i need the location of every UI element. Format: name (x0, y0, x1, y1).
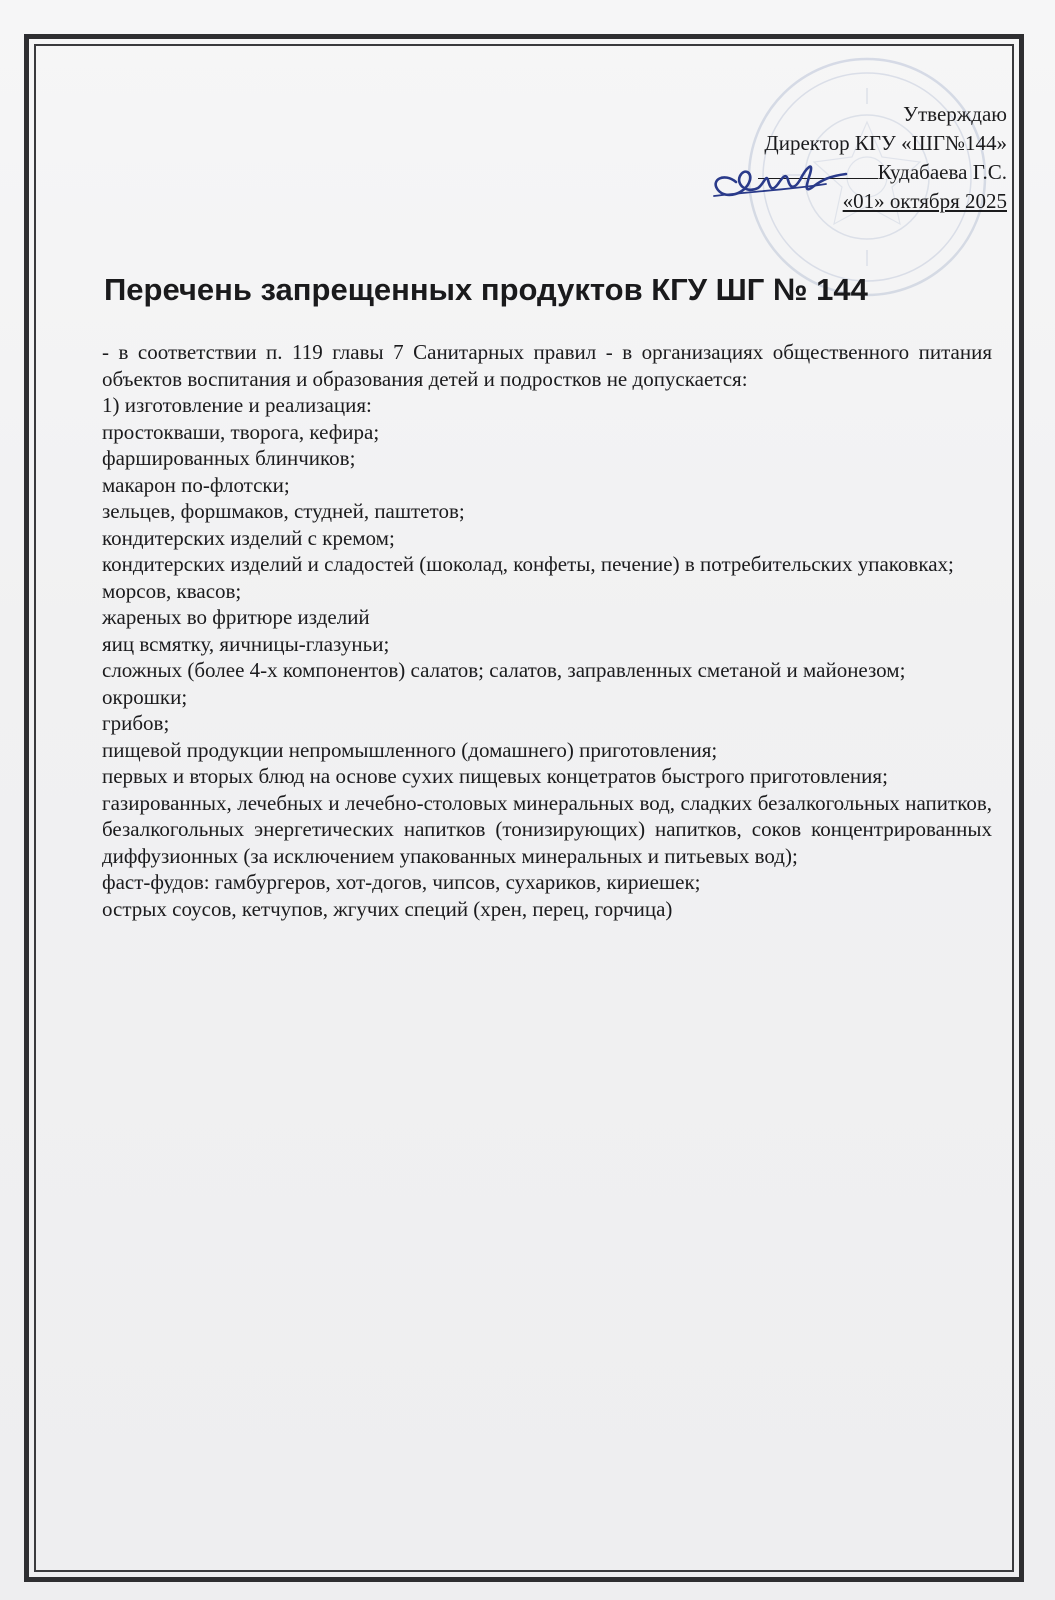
list-item: зельцев, форшмаков, студней, паштетов; (102, 499, 465, 523)
list-item: яиц всмятку, яичницы-глазуньи; (102, 631, 390, 656)
director-position: Директор КГУ «ШГ№144» (764, 131, 1007, 155)
list-item: первых и вторых блюд на основе сухих пищевых концетратов быстрого приготовления; (102, 764, 888, 788)
approve-label: Утверждаю (903, 102, 1007, 126)
list-item: пищевой продукции непромышленного (домашнего) приготовления; (102, 737, 718, 762)
list-item: простокваши, творога, кефира; (102, 419, 380, 444)
document-title: Перечень запрещенных продуктов КГУ ШГ № 144 (104, 272, 868, 307)
list-item: газированных, лечебных и лечебно-столовых минеральных вод, сладких безалкогольных напитков, безалкогольных энергетических напитков (тонизирующих) напитков, соков концентрированных диффузионных (за исключением упакованных минеральных и питьевых вод); (102, 790, 992, 868)
list-item: морсов, квасов; (102, 578, 242, 603)
list-item: макарон по-флотски; (102, 472, 290, 497)
list-item: окрошки; (102, 684, 188, 709)
list-item: грибов; (102, 711, 170, 735)
list-item: острых соусов, кетчупов, жгучих специй (хрен, перец, горчица) (102, 896, 673, 921)
document-body (102, 339, 992, 922)
director-name: Кудабаева Г.С. (877, 160, 1007, 184)
list-item: кондитерских изделий и сладостей (шоколад, конфеты, печение) в потребительских упаковках; (102, 552, 954, 576)
list-item: фаст-фудов: гамбургеров, хот-догов, чипсов, сухариков, кириешек; (102, 870, 701, 894)
approval-date: «01» октября 2025 (842, 189, 1007, 213)
list-item: сложных (более 4-х компонентов) салатов; салатов, заправленных сметаной и майонезом; (102, 658, 906, 682)
section-heading: 1) изготовление и реализация: (102, 393, 372, 417)
intro-paragraph: - в соответствии п. 119 главы 7 Санитарных правил - в организациях общественного питания объектов воспитания и образования детей и подростков не допускается: (102, 340, 992, 391)
list-item: жареных во фритюре изделий (102, 605, 370, 629)
list-item: кондитерских изделий с кремом; (102, 525, 395, 550)
handwritten-signature-icon (706, 150, 856, 210)
list-item: фаршированных блинчиков; (102, 446, 356, 470)
